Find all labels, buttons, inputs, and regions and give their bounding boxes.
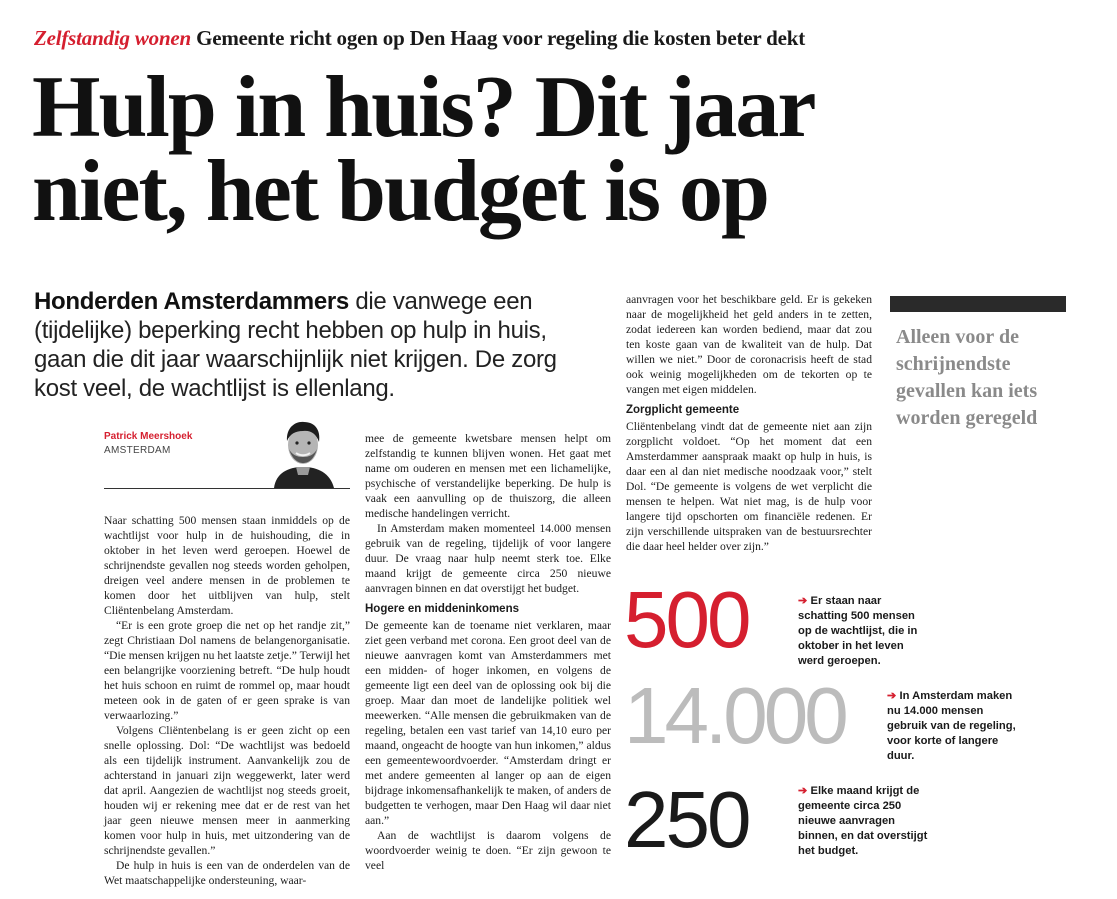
arrow-icon: ➔ <box>798 785 808 797</box>
paragraph: De hulp in huis is een van de onderdelen van de Wet maatschappelijke ondersteuning, waar- <box>104 859 350 887</box>
byline-author: Patrick Meershoek <box>104 431 193 442</box>
paragraph: In Amsterdam maken momenteel 14.000 mensen gebruik van de regeling, tijdelijk of voor langere duur. De vraag naar hulp neemt sterk toe. Elke maand krijgt de gemeente circa 250 nieuwe aanvragen binnen en dat overstijgt het budget. <box>365 522 611 595</box>
paragraph: Naar schatting 500 mensen staan inmiddels op de wachtlijst voor hulp in de huishouding, die in oktober in het leven werd geroepen. Hoewel de schrijnendste gevallen nog steeds worden geholpen, dreigen veel andere mensen in de problemen te komen door het uitblijven van hulp, stelt Cliëntenbelang Amsterdam. <box>104 514 350 617</box>
kicker <box>34 26 805 51</box>
byline-rule <box>104 488 350 489</box>
intro-lead: Honderden Amsterdammers <box>34 288 349 315</box>
paragraph: De gemeente kan de toename niet verklaren, maar ziet geen verband met corona. Een groot deel van de nieuwe aanvragen komt van Amsterdammers met een midden- of hoger inkomen, en volgens de gemeente ligt een deel van de oplossing ook bij die groep. Maar dan moet de landelijke politiek wel meewerken. “Alle mensen die gebruikmaken van de regeling, betalen een vast tarief van 14,10 euro per maand, ongeacht de hoogte van hun inkomen,” aldus een gemeentewoordvoerder. “Amsterdam dringt er met andere gemeenten al langer op aan de eigen bijdrage inkomensafhankelijk te maken, of anders de budgetten te verhogen, maar Den Haag wil daar niet aan.” <box>365 619 611 827</box>
quote-bar <box>890 296 1066 312</box>
headline-line-2: niet, het budget is op <box>32 143 768 240</box>
intro-paragraph <box>34 287 594 403</box>
headline <box>32 59 1092 240</box>
paragraph: mee de gemeente kwetsbare mensen helpt om zelfstandig te kunnen blijven wonen. Het gaat met name om ouderen en mensen met een lichamelijke, psychische of verstandelijke beperking. De hulp is vaak een aanvulling op de thuiszorg, die alleen medische handelingen verricht. <box>365 432 611 520</box>
stat-number-14000: 14.000 <box>624 671 845 760</box>
article-column-2 <box>365 431 611 873</box>
arrow-icon: ➔ <box>887 690 897 702</box>
paragraph: aanvragen voor het beschikbare geld. Er is gekeken naar de mogelijkheid het geld anders in te zetten, zodat iedereen kan worden bediend, maar dat zou ten koste gaan van de kwaliteit van de hulp. Dat willen we niet.” Door de coronacrisis heeft de stad ook weinig mogelijkheden om de tekorten op te vangen met eigen middelen. <box>626 293 872 396</box>
intro-text: die vanwege een (tijdelijke) beperking recht hebben op hulp in huis, gaan die dit jaar waarschijnlijk niet krijgen. De zorg kost veel, de wachtlijst is ellenlang. <box>34 288 557 402</box>
paragraph: Aan de wachtlijst is daarom volgens de woordvoerder weinig te doen. “Er zijn gewoon te veel <box>365 829 611 872</box>
stat-caption-250 <box>798 784 928 859</box>
arrow-icon: ➔ <box>798 595 808 607</box>
stat-caption-500 <box>798 594 928 669</box>
stat-caption-14000 <box>887 689 1017 764</box>
byline-location: AMSTERDAM <box>104 445 171 456</box>
subheading: Hogere en middeninkomens <box>365 603 520 615</box>
paragraph: Volgens Cliëntenbelang is er geen zicht op een snelle oplossing. Dol: “De wachtlijst was bedoeld als een tijdelijk instrument. Aanvankelijk zou de achterstand in januari zijn weggewerkt, later werd dat april. Aangezien de wachtlijst nog steeds groeit, houden wij er rekening mee dat er de rest van het jaar geen nieuwe mensen meer in aanmerking komen voor hulp in huis, met uitzondering van de schrijnendste gevallen.” <box>104 724 350 857</box>
pull-quote: Alleen voor de schrijnendste gevallen kan iets worden geregeld <box>896 326 1038 429</box>
kicker-subtitle: Gemeente richt ogen op Den Haag voor regeling die kosten beter dekt <box>196 26 806 50</box>
paragraph: Cliëntenbelang vindt dat de gemeente niet aan zijn zorgplicht voldoet. “Op het moment dat een Amsterdammer aanspraak maakt op hulp in huis, is daar een al dan niet medische noodzaak voor,” stelt Dol. “De gemeente is volgens de wet verplicht die mensen te helpen. Wat niet mag, is de hulp voor langere tijd opschorten om financiële redenen. Er zijn verschillende uitspraken van de bestuursrechter die daar heel helder over zijn.” <box>626 420 872 553</box>
article-column-1 <box>104 513 350 888</box>
headline-line-1: Hulp in huis? Dit jaar <box>32 59 815 156</box>
author-portrait <box>256 415 350 488</box>
article-column-3 <box>626 292 872 554</box>
paragraph: “Er is een grote groep die net op het randje zit,” zegt Christiaan Dol namens de belangenorganisatie. “Die mensen krijgen nu het laatste zetje.” Terwijl het een belangrijke voorziening betreft. “De hulp houdt het huis schoon en ruimt de rommel op, maar houdt meteen ook in de gaten of er geen sprake is van verwaarlozing.” <box>104 619 350 722</box>
kicker-topic: Zelfstandig wonen <box>34 26 192 50</box>
subheading: Zorgplicht gemeente <box>626 404 740 416</box>
stat-text: In Amsterdam maken nu 14.000 mensen gebruik van de regeling, voor korte of langere duur. <box>887 690 1016 762</box>
stat-number-500: 500 <box>624 575 749 664</box>
stat-text: Er staan naar schatting 500 mensen op de wachtlijst, die in oktober in het leven werd geroepen. <box>798 595 918 667</box>
stat-number-250: 250 <box>624 775 749 864</box>
stat-text: Elke maand krijgt de gemeente circa 250 nieuwe aanvragen binnen, en dat overstijgt het budget. <box>798 785 928 857</box>
